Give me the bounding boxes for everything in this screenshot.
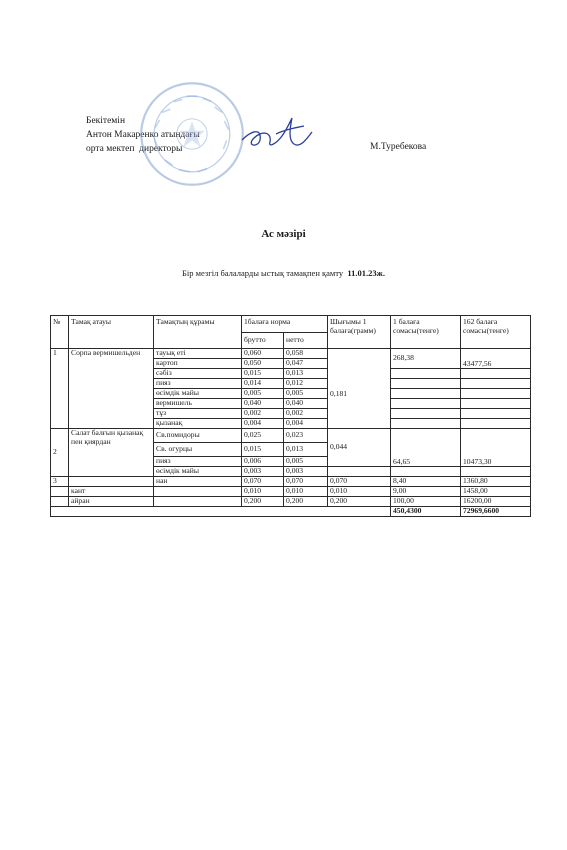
brutto-value: 0,004 <box>242 419 284 429</box>
sum1-value: 64,65 <box>391 429 461 467</box>
composition-cell <box>154 497 242 507</box>
sum1-cell <box>391 369 461 379</box>
yield-value: 0,044 <box>328 429 391 467</box>
header-norm: 1балаға норма <box>242 316 328 333</box>
yield-cell <box>328 409 391 419</box>
total-sum162: 72969,6600 <box>461 507 531 517</box>
brutto-value: 0,005 <box>242 389 284 399</box>
netto-value: 0,047 <box>284 359 328 369</box>
signer-name: М.Туребекова <box>370 142 427 152</box>
yield-cell <box>328 379 391 389</box>
brutto-value: 0,060 <box>242 349 284 359</box>
netto-value: 0,013 <box>284 369 328 379</box>
sum162-value: 1360,80 <box>461 477 531 487</box>
sum162-value: 10473,30 <box>461 429 531 467</box>
subtitle-date: 11.01.23ж. <box>347 268 385 278</box>
brutto-value: 0,015 <box>242 369 284 379</box>
brutto-value: 0,070 <box>242 477 284 487</box>
header-food: Тамақ атауы <box>69 316 154 349</box>
food-name: Салат балғын қызанақ пен қиярдан <box>69 429 154 477</box>
sum162-cell <box>461 389 531 399</box>
total-row <box>51 507 531 517</box>
sum1-cell <box>391 467 461 477</box>
header-brutto: брутто <box>242 333 284 349</box>
sum1-value: 100,00 <box>391 497 461 507</box>
ingredient-name: айран <box>69 497 154 507</box>
ingredient-name: нан <box>154 477 242 487</box>
sum1-value: 268,38 <box>391 349 461 369</box>
subtitle-text: Бір мезгіл балаларды ыстық тамақпен қамту <box>182 268 344 278</box>
page-title: Ас мәзірі <box>261 228 306 240</box>
netto-value: 0,023 <box>284 429 328 443</box>
netto-value: 0,040 <box>284 399 328 409</box>
sum1-value: 9,00 <box>391 487 461 497</box>
food-name-cell <box>69 477 154 487</box>
sum1-cell <box>391 399 461 409</box>
brutto-value: 0,200 <box>242 497 284 507</box>
sum162-value: 1458,00 <box>461 487 531 497</box>
header-no: № <box>51 316 69 349</box>
ingredient-name: қызанақ <box>154 419 242 429</box>
table-row <box>51 487 531 497</box>
sum162-cell <box>461 409 531 419</box>
netto-value: 0,012 <box>284 379 328 389</box>
row-number: 1 <box>51 349 69 429</box>
brutto-value: 0,002 <box>242 409 284 419</box>
total-sum1: 450,4300 <box>391 507 461 517</box>
brutto-value: 0,040 <box>242 399 284 409</box>
row-number-cell <box>51 487 69 497</box>
yield-cell <box>328 467 391 477</box>
school-stamp-icon <box>138 80 246 188</box>
yield-value: 0,070 <box>328 477 391 487</box>
netto-value: 0,005 <box>284 457 328 467</box>
header-sum162: 162 балаға сомасы(тенге) <box>461 316 531 349</box>
ingredient-name: тауық еті <box>154 349 242 359</box>
netto-value: 0,002 <box>284 409 328 419</box>
netto-value: 0,070 <box>284 477 328 487</box>
sum162-cell <box>461 467 531 477</box>
approve-line-4: директоры <box>139 144 183 154</box>
row-number-cell <box>51 497 69 507</box>
ingredient-name: тұз <box>154 409 242 419</box>
netto-value: 0,013 <box>284 443 328 457</box>
sum1-value: 8,40 <box>391 477 461 487</box>
sum1-cell <box>391 389 461 399</box>
ingredient-name: картоп <box>154 359 242 369</box>
composition-cell <box>154 487 242 497</box>
header-consumption: Шығымы 1 балаға(грамм) <box>328 316 391 349</box>
row-number: 3 <box>51 477 69 487</box>
yield-cell <box>328 399 391 409</box>
netto-value: 0,003 <box>284 467 328 477</box>
netto-value: 0,200 <box>284 497 328 507</box>
menu-table-wrapper <box>50 315 530 517</box>
approve-line-2: Антон Макаренко атындағы <box>86 130 200 140</box>
approve-line-1: Бекітемін <box>86 116 126 126</box>
brutto-value: 0,050 <box>242 359 284 369</box>
yield-cell <box>328 349 391 359</box>
table-row <box>51 477 531 487</box>
menu-table <box>50 315 531 517</box>
sum1-cell <box>391 409 461 419</box>
yield-value: 0,200 <box>328 497 391 507</box>
table-row <box>51 349 531 359</box>
yield-value: 0,010 <box>328 487 391 497</box>
total-label-cell <box>51 507 391 517</box>
yield-cell <box>328 419 391 429</box>
sum162-cell <box>461 399 531 409</box>
row-number: 2 <box>51 429 69 477</box>
ingredient-name: пияз <box>154 379 242 389</box>
brutto-value: 0,014 <box>242 379 284 389</box>
ingredient-name: пияз <box>154 457 242 467</box>
brutto-value: 0,010 <box>242 487 284 497</box>
header-netto: нетто <box>284 333 328 349</box>
sum162-value: 16200,00 <box>461 497 531 507</box>
brutto-value: 0,003 <box>242 467 284 477</box>
header-sum1: 1 балаға сомасы(тенге) <box>391 316 461 349</box>
brutto-value: 0,025 <box>242 429 284 443</box>
brutto-value: 0,015 <box>242 443 284 457</box>
ingredient-name: Св. огурцы <box>154 443 242 457</box>
sum162-cell <box>461 369 531 379</box>
ingredient-name: өсімдік майы <box>154 467 242 477</box>
ingredient-name: өсімдік майы <box>154 389 242 399</box>
ingredient-name: Св.помидоры <box>154 429 242 443</box>
yield-cell <box>328 369 391 379</box>
netto-value: 0,005 <box>284 389 328 399</box>
yield-cell <box>328 359 391 369</box>
table-row <box>51 429 531 443</box>
netto-value: 0,010 <box>284 487 328 497</box>
brutto-value: 0,006 <box>242 457 284 467</box>
sum1-cell <box>391 379 461 389</box>
ingredient-name: вермишель <box>154 399 242 409</box>
signature-icon <box>232 110 324 158</box>
ingredient-name: кант <box>69 487 154 497</box>
table-row <box>51 497 531 507</box>
subtitle <box>0 268 567 278</box>
ingredient-name: сәбіз <box>154 369 242 379</box>
header-composition: Тамақтың құрамы <box>154 316 242 349</box>
sum162-value: 43477,56 <box>461 349 531 369</box>
sum162-cell <box>461 379 531 389</box>
table-header-row <box>51 316 531 333</box>
sum1-cell <box>391 419 461 429</box>
yield-value: 0,181 <box>328 389 391 399</box>
approve-line-3: орта мектеп <box>86 144 135 154</box>
netto-value: 0,004 <box>284 419 328 429</box>
food-name: Сорпа вермишельден <box>69 349 154 429</box>
netto-value: 0,058 <box>284 349 328 359</box>
sum162-cell <box>461 419 531 429</box>
